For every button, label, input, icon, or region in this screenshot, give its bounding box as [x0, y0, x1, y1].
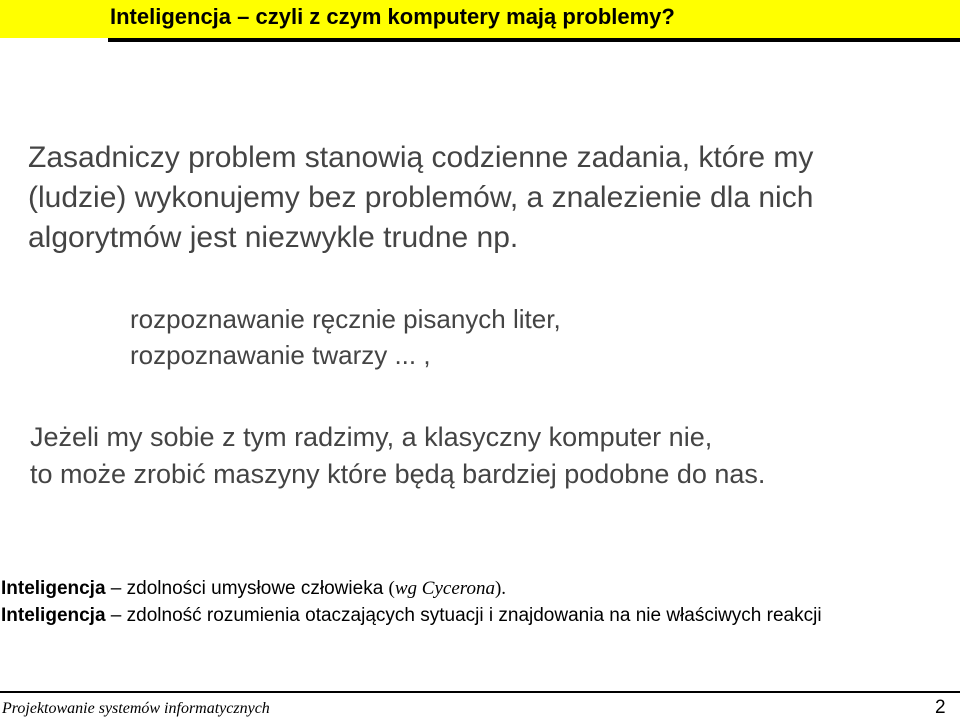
definition-dash: –: [105, 605, 127, 626]
definition-term: Inteligencja: [1, 605, 106, 626]
definition-text: zdolności umysłowe człowieka: [126, 578, 389, 599]
footer-divider: [0, 691, 960, 693]
intro-line-2: (ludzie) wykonujemy bez problemów, a znalezienie dla nich: [28, 181, 814, 214]
citation-close: ).: [494, 578, 507, 599]
definition-text: zdolność rozumienia otaczających sytuacji i znajdowania na nie właściwych reakcji: [126, 605, 822, 626]
conclusion-paragraph: [30, 419, 950, 493]
citation-open: (: [388, 578, 395, 599]
definition-2: [1, 604, 959, 628]
intro-paragraph: [28, 138, 948, 258]
title-underline: [108, 38, 960, 42]
slide-title: Inteligencja – czyli z czym komputery mają problemy?: [110, 4, 675, 29]
example-line-2: rozpoznawanie twarzy ... ,: [130, 340, 431, 370]
page-number: 2: [935, 697, 946, 718]
definition-term: Inteligencja: [1, 578, 106, 599]
conclusion-line-1: Jeżeli my sobie z tym radzimy, a klasyczny komputer nie,: [30, 422, 713, 452]
example-line-1: rozpoznawanie ręcznie pisanych liter,: [130, 304, 561, 334]
conclusion-line-2: to może zrobić maszyny które będą bardziej podobne do nas.: [30, 459, 766, 489]
examples-block: [130, 301, 930, 373]
definition-dash: –: [105, 578, 127, 599]
intro-line-1: Zasadniczy problem stanowią codzienne zadania, które my: [28, 141, 814, 174]
citation: wg Cycerona: [394, 578, 495, 599]
footer-course-name: Projektowanie systemów informatycznych: [2, 700, 270, 717]
intro-line-3: algorytmów jest niezwykle trudne np.: [28, 221, 519, 254]
definition-1: [1, 577, 959, 601]
